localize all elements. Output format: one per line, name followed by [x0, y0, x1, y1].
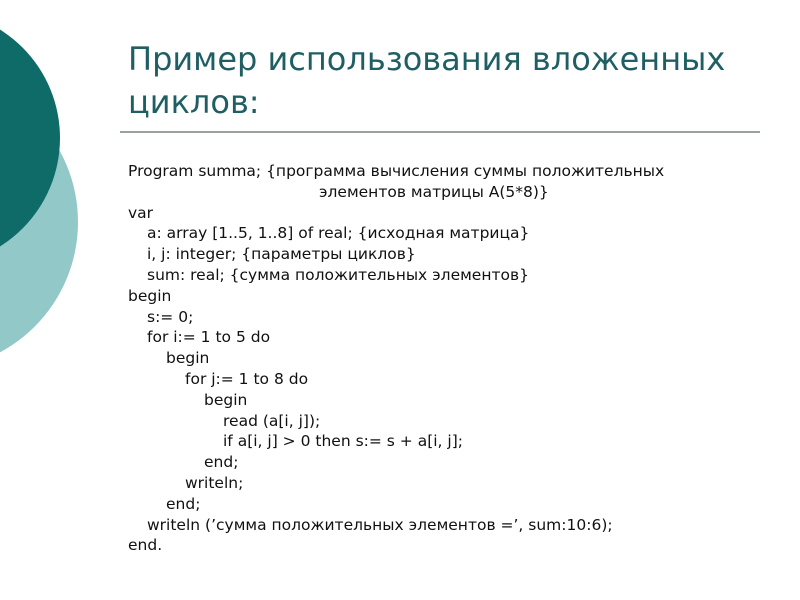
code-line-19: end.: [128, 536, 163, 555]
code-line-16: writeln;: [185, 473, 244, 492]
code-block: [128, 161, 788, 556]
code-line-8: s:= 0;: [147, 307, 194, 326]
code-line-5: i, j: integer; {параметры циклов}: [147, 245, 416, 264]
code-line-15: end;: [204, 453, 239, 472]
code-line-12: begin: [204, 390, 248, 409]
code-line-1: Program summa; {программа вычисления суммы положительных: [128, 162, 665, 180]
code-line-10: begin: [166, 349, 210, 368]
code-line-18: writeln (’сумма положительных элементов =’, sum:10:6);: [147, 515, 613, 534]
code-line-11: for j:= 1 to 8 do: [185, 369, 309, 388]
code-line-13: read (a[i, j]);: [223, 411, 321, 430]
code-line-3: var: [128, 203, 154, 222]
code-line-4: a: array [1..5, 1..8] of real; {исходная матрица}: [147, 224, 530, 243]
code-line-9: for i:= 1 to 5 do: [147, 328, 271, 347]
code-line-17: end;: [166, 494, 201, 513]
code-line-2: элементов матрицы A(5*8)}: [319, 182, 549, 201]
code-line-6: sum: real; {сумма положительных элементов}: [147, 265, 529, 284]
code-line-7: begin: [128, 286, 172, 305]
code-line-14: if a[i, j] > 0 then s:= s + a[i, j];: [223, 432, 463, 451]
slide-title: Пример использования вложенных циклов:: [128, 40, 726, 121]
title-underline: [120, 131, 760, 133]
